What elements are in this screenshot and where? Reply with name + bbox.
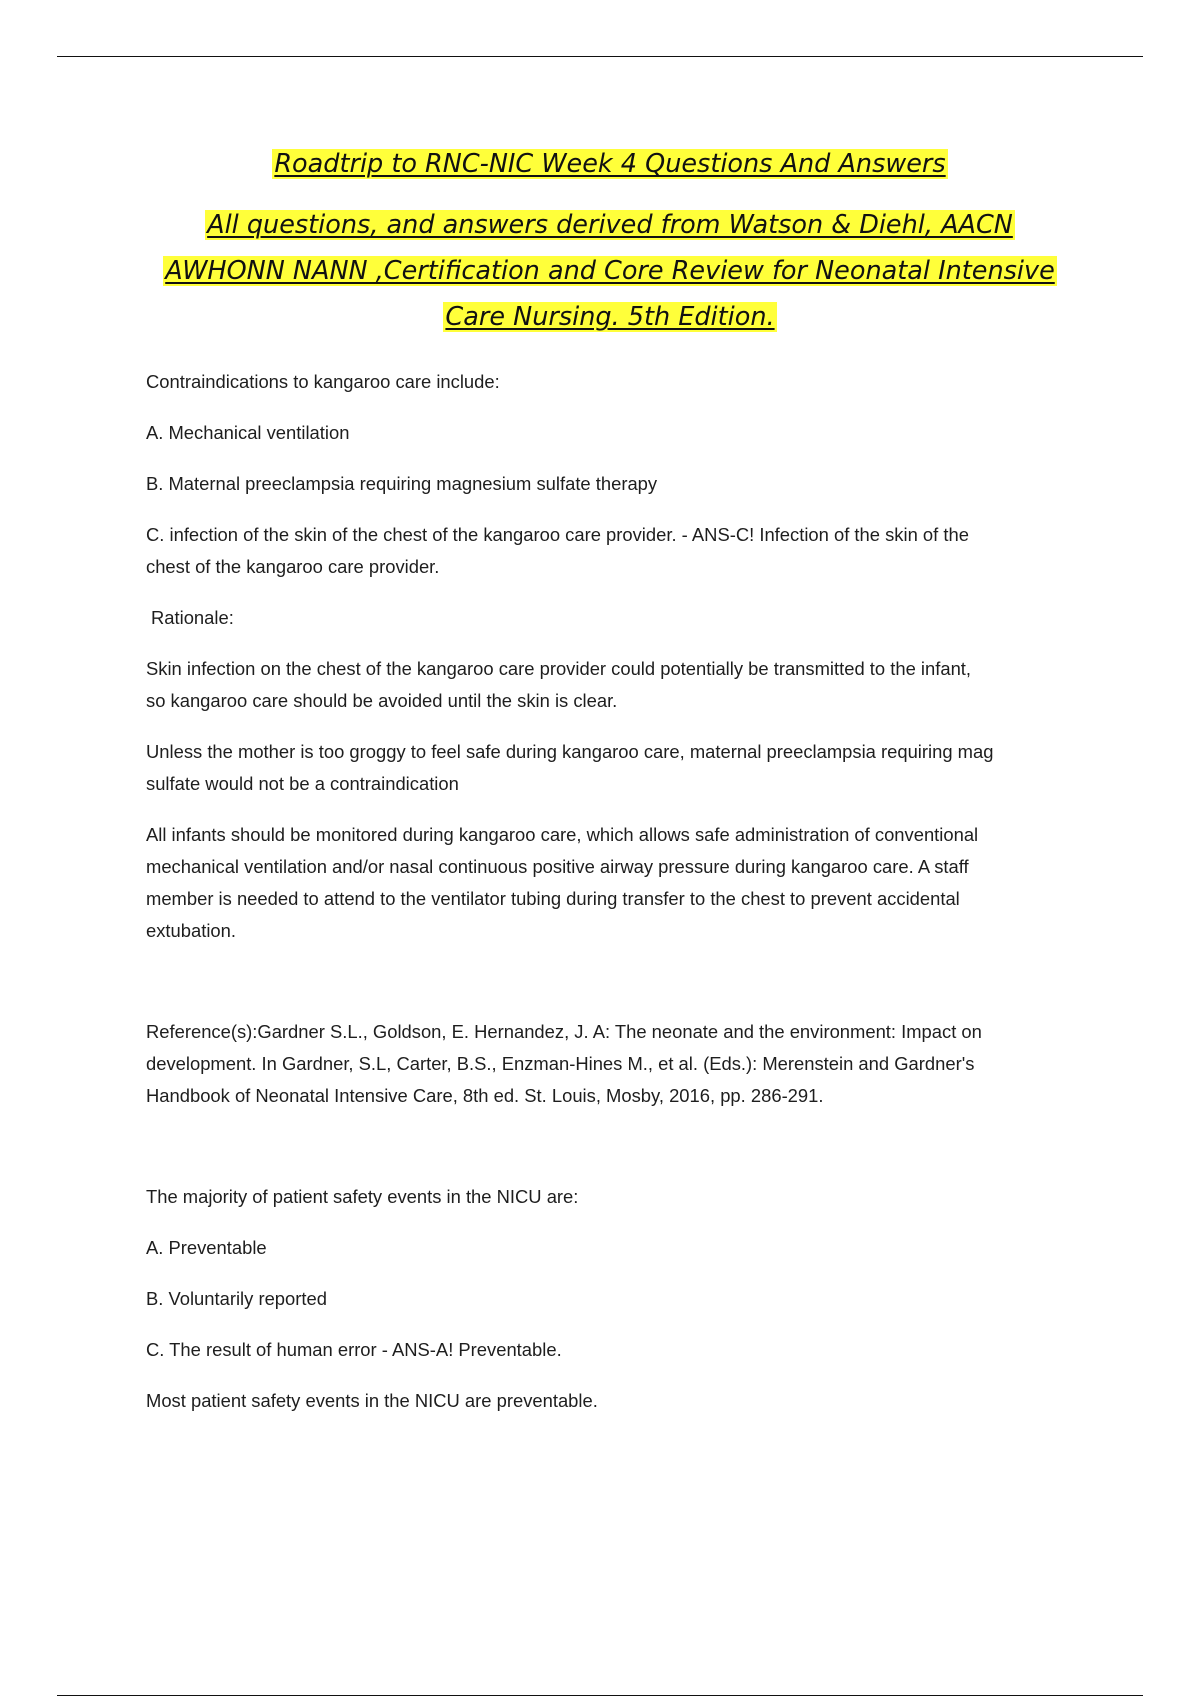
question-1-option-b: B. Maternal preeclampsia requiring magnesium sulfate therapy <box>146 473 658 494</box>
question-2-option-b: B. Voluntarily reported <box>146 1288 327 1309</box>
rationale-paragraph-2: Unless the mother is too groggy to feel safe during kangaroo care, maternal preeclampsia requiring mag sulfate would not be a contraindication <box>146 741 994 794</box>
question-2-rationale: Most patient safety events in the NICU are preventable. <box>146 1390 598 1411</box>
document-body <box>146 366 1086 1417</box>
question-2-option-a: A. Preventable <box>146 1237 267 1258</box>
document-title: Roadtrip to RNC-NIC Week 4 Questions And Answers <box>274 149 946 179</box>
document-title-block <box>140 140 1080 340</box>
question-2-option-c-answer: C. The result of human error - ANS-A! Preventable. <box>146 1339 562 1360</box>
bottom-rule <box>57 1695 1143 1696</box>
question-1-stem: Contraindications to kangaroo care include: <box>146 371 500 392</box>
reference-paragraph: Reference(s):Gardner S.L., Goldson, E. Hernandez, J. A: The neonate and the environment: Impact on development. In Gardner, S.L, Carter, B.S., Enzman-Hines M., et al. (Eds.): Merenstein and Gardner's Handbook of Neonatal Intensive Care, 8th ed. St. Louis, Mosby, 2016, pp. 286-291. <box>146 1021 982 1106</box>
rationale-paragraph-1: Skin infection on the chest of the kangaroo care provider could potentially be transmitted to the infant, so kangaroo care should be avoided until the skin is clear. <box>146 658 972 711</box>
document-subtitle-line-1: All questions, and answers derived from Watson & Diehl, AACN <box>207 210 1013 240</box>
document-subtitle-line-3: Care Nursing. 5th Edition. <box>445 302 775 332</box>
document-subtitle-line-2: AWHONN NANN ,Certification and Core Review for Neonatal Intensive <box>165 256 1055 286</box>
rationale-label: Rationale: <box>151 607 234 628</box>
question-1-option-a: A. Mechanical ventilation <box>146 422 350 443</box>
question-1-option-c-answer: C. infection of the skin of the chest of the kangaroo care provider. - ANS-C! Infection of the skin of the chest of the kangaroo care provider. <box>146 524 969 577</box>
rationale-paragraph-3: All infants should be monitored during kangaroo care, which allows safe administration of conventional mechanical ventilation and/or nasal continuous positive airway pressure during kangaroo care. A staff member is needed to attend to the ventilator tubing during transfer to the chest to prevent accidental extubation. <box>146 824 979 941</box>
question-2-stem: The majority of patient safety events in the NICU are: <box>146 1186 579 1207</box>
top-rule <box>57 56 1143 57</box>
